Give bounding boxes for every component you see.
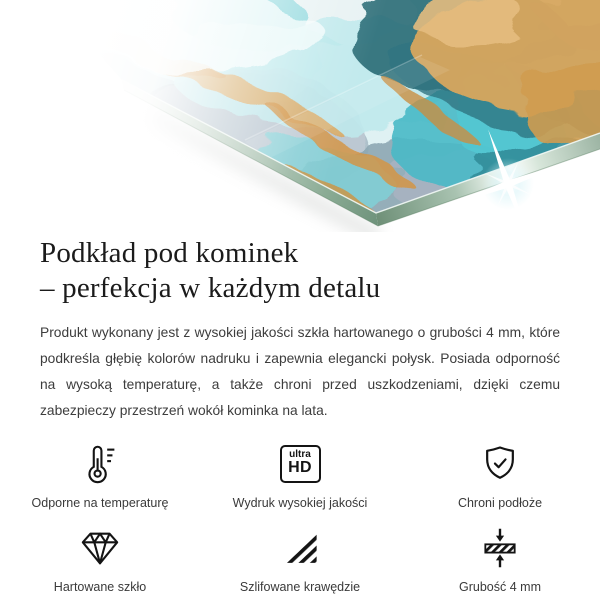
feature-print-quality: [200, 440, 400, 510]
ultra-hd-icon: ultra HD: [280, 440, 321, 488]
feature-polished-edges: [200, 524, 400, 594]
feature-label: Chroni podłoże: [457, 495, 543, 510]
feature-thickness: [400, 524, 600, 594]
feature-label: Szlifowane krawędzie: [239, 579, 361, 594]
feature-label: Grubość 4 mm: [459, 579, 541, 594]
polished-edges-icon: [279, 524, 321, 572]
feature-label: Odporne na temperaturę: [31, 495, 169, 510]
product-description: Produkt wykonany jest z wysokiej jakości szkła hartowanego o grubości 4 mm, które podkreśla głębię kolorów nadruku i zapewnia elegancki połysk. Posiada odporność na wysoką temperaturę, a także chroni przed uszkodzeniami, dzięki czemu zabezpieczy przestrzeń wokół kominka na lata.: [40, 324, 560, 418]
shield-check-icon: [478, 440, 522, 488]
feature-temperature: [0, 440, 200, 510]
features-grid: [0, 440, 600, 594]
page-title: [40, 236, 560, 307]
page-title-line-2: – perfekcja w każdym detalu: [40, 272, 381, 305]
product-image: [0, 0, 600, 232]
page-title-line-1: Podkład pod kominek: [40, 237, 299, 269]
feature-label: Wydruk wysokiej jakości: [232, 495, 368, 510]
feature-protects-floor: [400, 440, 600, 510]
content-section: [0, 236, 600, 424]
diamond-icon: [77, 524, 123, 572]
feature-tempered-glass: [0, 524, 200, 594]
feature-label: Hartowane szkło: [53, 579, 147, 594]
thermometer-icon: [77, 440, 123, 488]
thickness-icon: [478, 524, 522, 572]
